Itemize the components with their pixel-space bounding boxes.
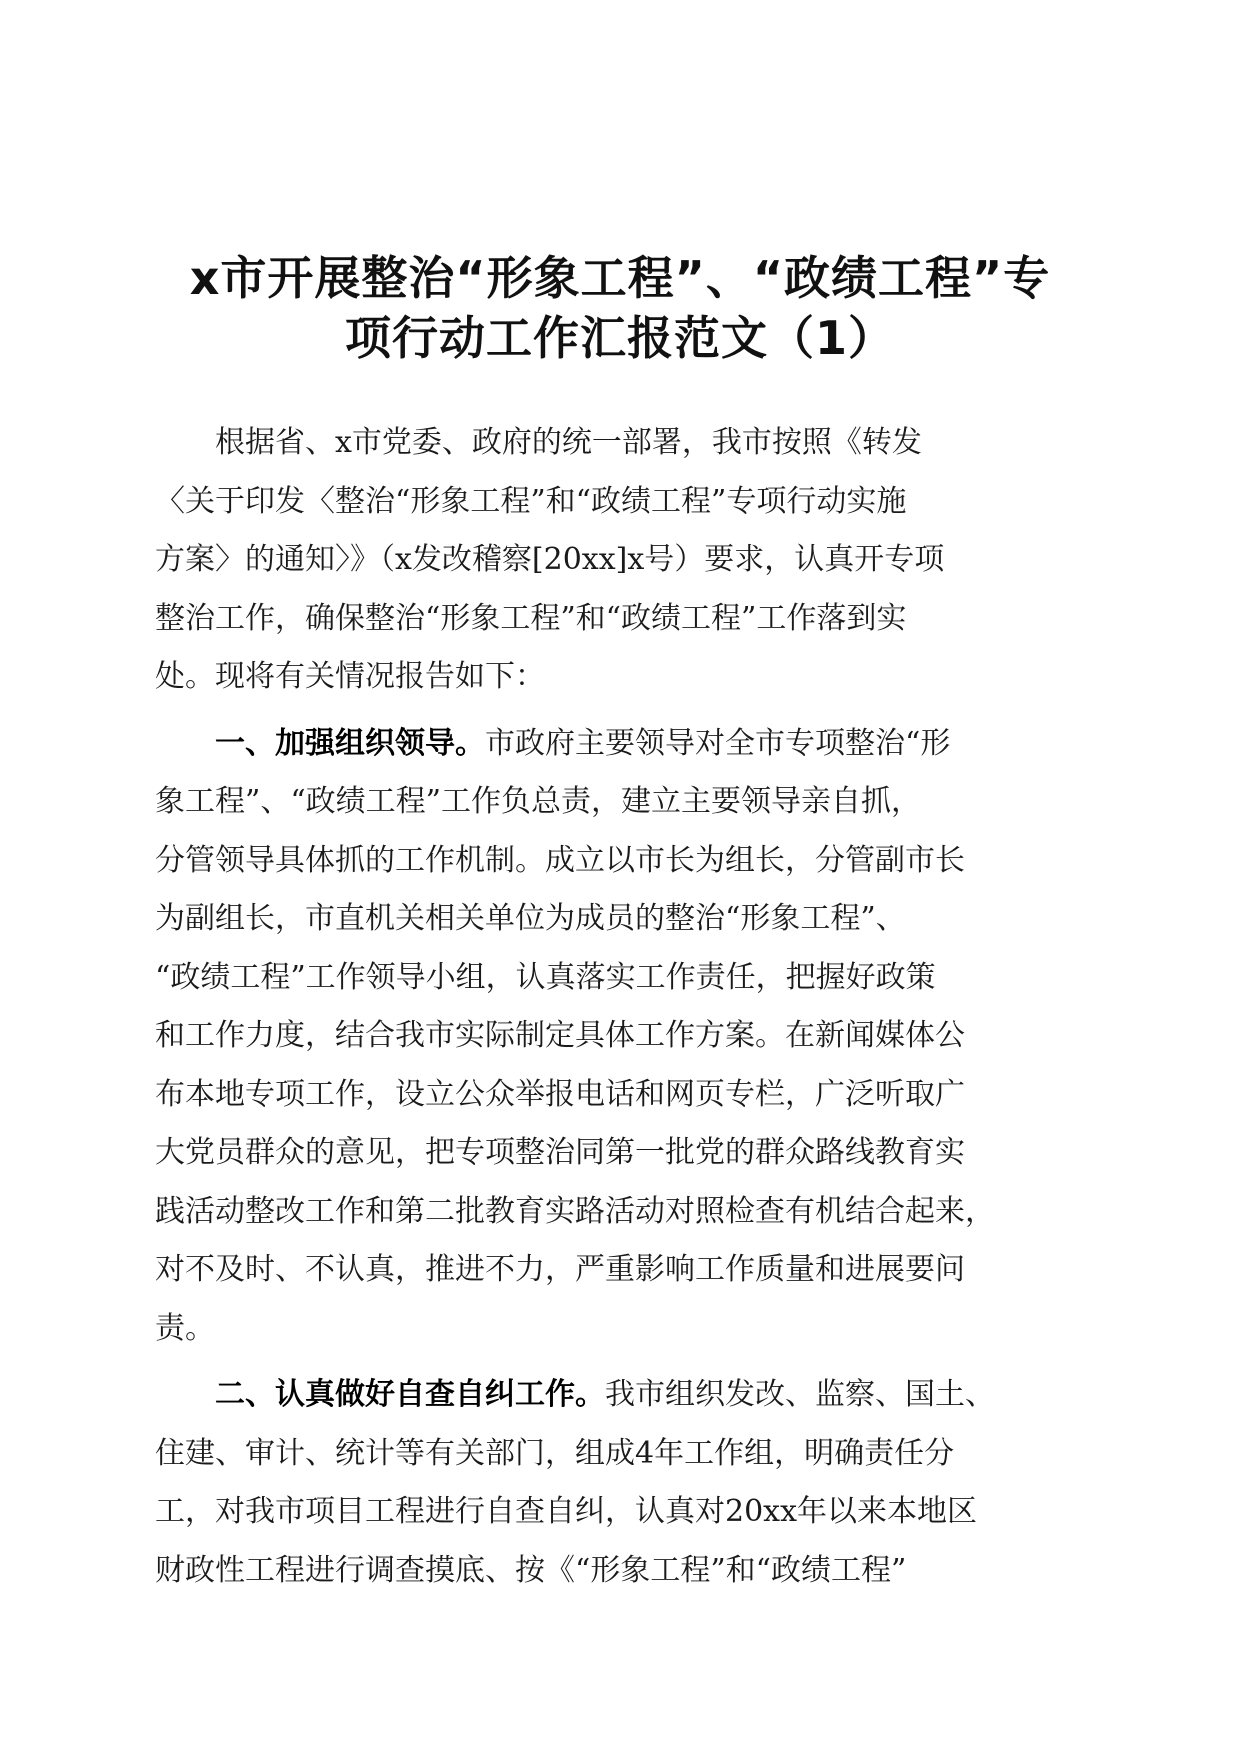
intro-line: 根据省、x市党委、政府的统一部署，我市按照《转发 bbox=[215, 425, 922, 460]
intro-paragraph bbox=[155, 414, 1085, 707]
intro-line: 整治工作，确保整治“形象工程”和“政绩工程”工作落到实 bbox=[155, 600, 907, 636]
section-2-line: 工，对我市项目工程进行自查自纠，认真对20xx年以来本地区 bbox=[155, 1494, 978, 1529]
section-1-paragraph bbox=[155, 715, 1085, 1359]
section-2-heading: 二、认真做好自查自纠工作。 bbox=[215, 1377, 605, 1412]
document-body bbox=[155, 414, 1085, 1600]
section-1-first-line bbox=[155, 715, 1085, 774]
title-line-1: x市开展整治“形象工程”、“政绩工程”专 bbox=[189, 251, 1051, 305]
section-2-paragraph bbox=[155, 1366, 1085, 1600]
document-title bbox=[150, 248, 1090, 368]
section-2-first-line bbox=[155, 1366, 1085, 1425]
section-1-heading: 一、加强组织领导。 bbox=[215, 725, 485, 761]
section-1-line: 和工作力度，结合我市实际制定具体工作方案。在新闻媒体公 bbox=[155, 1018, 965, 1053]
title-line-2: 项行动工作汇报范文（1） bbox=[344, 311, 895, 365]
intro-line: 〈关于印发〈整治“形象工程”和“政绩工程”专项行动实施 bbox=[155, 483, 907, 519]
section-1-line: 分管领导具体抓的工作机制。成立以市长为组长，分管副市长 bbox=[155, 842, 965, 878]
intro-line: 方案〉的通知〉》（x发改稽察[20xx]x号）要求，认真开专项 bbox=[155, 542, 945, 577]
intro-line: 处。现将有关情况报告如下： bbox=[155, 659, 545, 694]
section-1-line: 为副组长，市直机关相关单位为成员的整治“形象工程”、 bbox=[155, 901, 906, 936]
section-2-first-line-text: 我市组织发改、监察、国土、 bbox=[605, 1377, 995, 1412]
section-1-line: 践活动整改工作和第二批教育实路活动对照检查有机结合起来， bbox=[155, 1193, 995, 1229]
section-1-line: 大党员群众的意见，把专项整治同第一批党的群众路线教育实 bbox=[155, 1135, 965, 1170]
section-2-line: 住建、审计、统计等有关部门，组成4年工作组，明确责任分 bbox=[155, 1435, 955, 1471]
section-1-line: “政绩工程”工作领导小组，认真落实工作责任，把握好政策 bbox=[155, 959, 936, 995]
section-1-line: 布本地专项工作，设立公众举报电话和网页专栏，广泛听取广 bbox=[155, 1076, 965, 1112]
section-1-line: 责。 bbox=[155, 1310, 215, 1346]
section-1-line: 对不及时、不认真，推进不力，严重影响工作质量和进展要问 bbox=[155, 1252, 965, 1287]
section-1-line: 象工程”、“政绩工程”工作负总责，建立主要领导亲自抓， bbox=[155, 784, 922, 819]
section-2-line: 财政性工程进行调查摸底、按《“形象工程”和“政绩工程” bbox=[155, 1552, 907, 1588]
section-1-first-line-text: 市政府主要领导对全市专项整治“形 bbox=[485, 725, 951, 761]
